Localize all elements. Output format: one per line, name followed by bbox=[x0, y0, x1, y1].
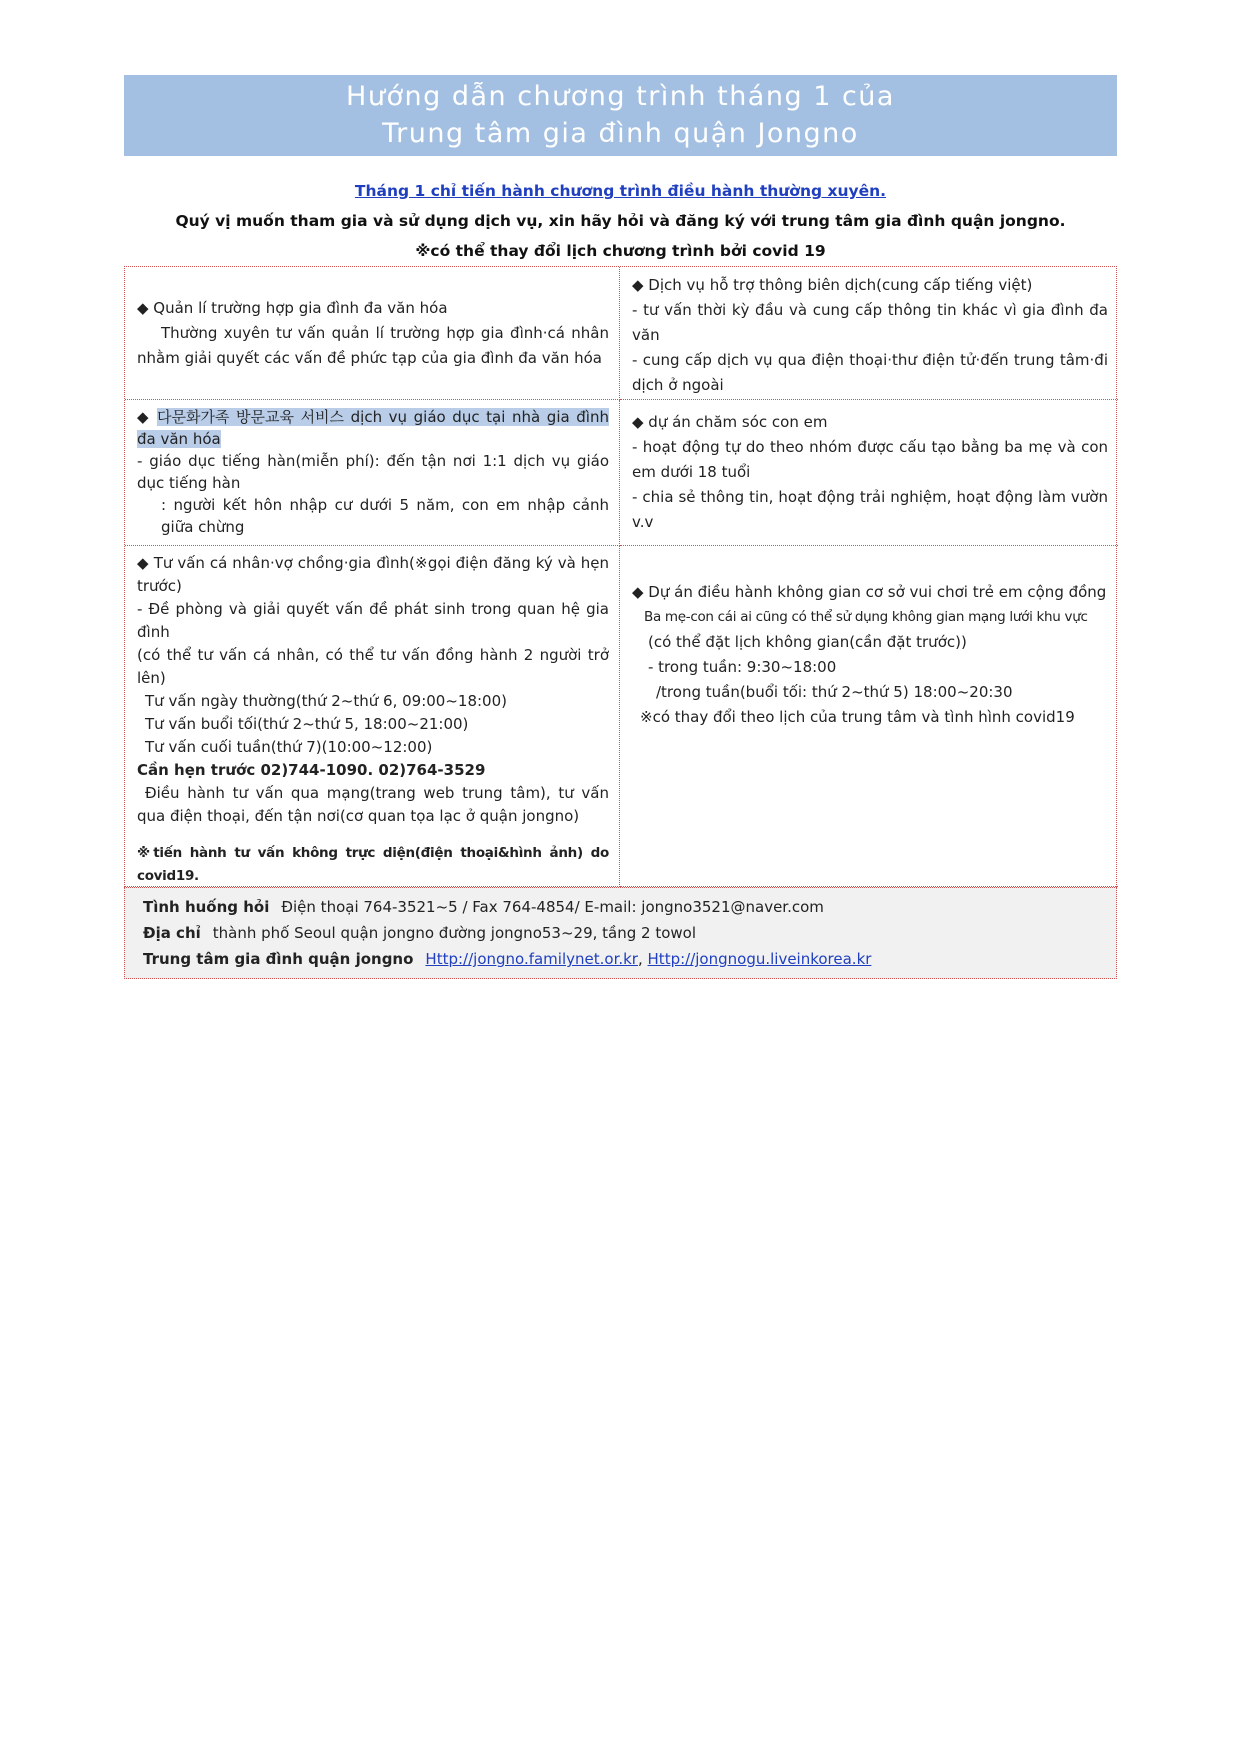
address-value: thành phố Seoul quận jongno đường jongno53~29, tầng 2 towol bbox=[212, 924, 696, 942]
cell-line: Tư vấn ngày thường(thứ 2~thứ 6, 09:00~18:00) bbox=[145, 692, 507, 710]
title-line-1: Hướng dẫn chương trình tháng 1 của bbox=[346, 81, 895, 112]
footer-address bbox=[143, 920, 1098, 946]
footer-inquiry bbox=[143, 894, 1098, 920]
cell-line: Ba mẹ-con cái ai cũng có thể sử dụng không gian mạng lưới khu vực bbox=[644, 609, 1088, 625]
cell-case-management bbox=[125, 267, 620, 400]
appointment-phone: Cần hẹn trước 02)744-1090. 02)764-3529 bbox=[137, 761, 486, 779]
cell-title: ◆ Dự án điều hành không gian cơ sở vui chơi trẻ em cộng đồng bbox=[632, 583, 1107, 601]
center-label: Trung tâm gia đình quận jongno bbox=[143, 950, 414, 968]
intro bbox=[124, 176, 1117, 266]
liveinkorea-link[interactable]: Http://jongnogu.liveinkorea.kr bbox=[647, 950, 872, 968]
cell-title: ◆ Tư vấn cá nhân·vợ chồng·gia đình(※gọi điện đăng ký và hẹn trước) bbox=[137, 554, 609, 595]
cell-line: - tư vấn thời kỳ đầu và cung cấp thông tin khác vì gia đình đa văn bbox=[632, 301, 1108, 344]
intro-instruction: Quý vị muốn tham gia và sử dụng dịch vụ, xin hãy hỏi và đăng ký với trung tâm gia đình quận jongno. bbox=[175, 212, 1066, 230]
intro-covid-note: ※có thể thay đổi lịch chương trình bởi covid 19 bbox=[415, 242, 826, 260]
title-line-2: Trung tâm gia đình quận Jongno bbox=[382, 118, 859, 149]
cell-line: - cung cấp dịch vụ qua điện thoại·thư điện tử·đến trung tâm·đi dịch ở ngoài bbox=[632, 351, 1108, 394]
cell-title: ◆ dự án chăm sóc con em bbox=[632, 413, 828, 431]
address-label: Địa chỉ bbox=[143, 924, 201, 942]
cell-title: ◆ Quản lí trường hợp gia đình đa văn hóa bbox=[137, 298, 448, 317]
cell-line: - chia sẻ thông tin, hoạt động trải nghiệm, hoạt động làm vườn v.v bbox=[632, 488, 1108, 531]
cell-line: Tư vấn buổi tối(thứ 2~thứ 5, 18:00~21:00) bbox=[145, 715, 469, 733]
footer-center bbox=[143, 946, 1098, 972]
contact-footer bbox=[124, 887, 1117, 979]
cell-line: Tư vấn cuối tuần(thứ 7)(10:00~12:00) bbox=[145, 738, 433, 756]
intro-notice: Tháng 1 chỉ tiến hành chương trình điều hành thường xuyên. bbox=[354, 182, 887, 200]
cell-visiting-education bbox=[125, 400, 620, 546]
program-table bbox=[124, 266, 1117, 887]
cell-line: (có thể đặt lịch không gian(cần đặt trước)) bbox=[648, 633, 967, 651]
document-page bbox=[124, 75, 1117, 979]
cell-title bbox=[137, 406, 609, 450]
title-banner bbox=[124, 75, 1117, 156]
cell-line: - giáo dục tiếng hàn(miễn phí): đến tận nơi 1:1 dịch vụ giáo dục tiếng hàn bbox=[137, 452, 609, 492]
cell-line: - trong tuần: 9:30~18:00 bbox=[648, 658, 837, 676]
cell-title: ◆ Dịch vụ hỗ trợ thông biên dịch(cung cấp tiếng việt) bbox=[632, 276, 1033, 294]
cell-play-space-project bbox=[620, 546, 1118, 887]
inquiry-label: Tình huống hỏi bbox=[143, 898, 270, 916]
cell-line: : người kết hôn nhập cư dưới 5 năm, con em nhập cảnh giữa chừng bbox=[161, 496, 609, 536]
highlighted-title: 다문화가족 방문교육 서비스 dịch vụ giáo dục tại nhà gia đình đa văn hóa bbox=[137, 408, 609, 448]
cell-line: (có thể tư vấn cá nhân, có thể tư vấn đồng hành 2 người trở lên) bbox=[137, 646, 609, 687]
cell-line: /trong tuần(buổi tối: thứ 2~thứ 5) 18:00~20:30 bbox=[656, 683, 1013, 701]
cell-body: Thường xuyên tư vấn quản lí trường hợp gia đình·cá nhân nhằm giải quyết các vấn đề phức tạp của gia đình đa văn hóa bbox=[137, 323, 609, 367]
link-separator: , bbox=[637, 950, 648, 968]
covid-counseling-note: ※tiến hành tư vấn không trực diện(điện thoại&hình ảnh) do covid19. bbox=[137, 845, 609, 884]
cell-line: Điều hành tư vấn qua mạng(trang web trung tâm), tư vấn qua điện thoại, đến tận nơi(cơ quan tọa lạc ở quận jongno) bbox=[137, 784, 609, 825]
inquiry-value: Điện thoại 764-3521~5 / Fax 764-4854/ E-mail: jongno3521@naver.com bbox=[281, 898, 824, 916]
cell-childcare-project bbox=[620, 400, 1118, 546]
cell-line: ※có thay đổi theo lịch của trung tâm và tình hình covid19 bbox=[640, 708, 1075, 726]
cell-family-counseling bbox=[125, 546, 620, 887]
cell-translation-service bbox=[620, 267, 1118, 400]
familynet-link[interactable]: Http://jongno.familynet.or.kr bbox=[425, 950, 638, 968]
bullet: ◆ bbox=[137, 408, 157, 426]
cell-line: - hoạt động tự do theo nhóm được cấu tạo bằng ba mẹ và con em dưới 18 tuổi bbox=[632, 438, 1108, 481]
cell-line: - Đề phòng và giải quyết vấn đề phát sinh trong quan hệ gia đình bbox=[137, 600, 609, 641]
